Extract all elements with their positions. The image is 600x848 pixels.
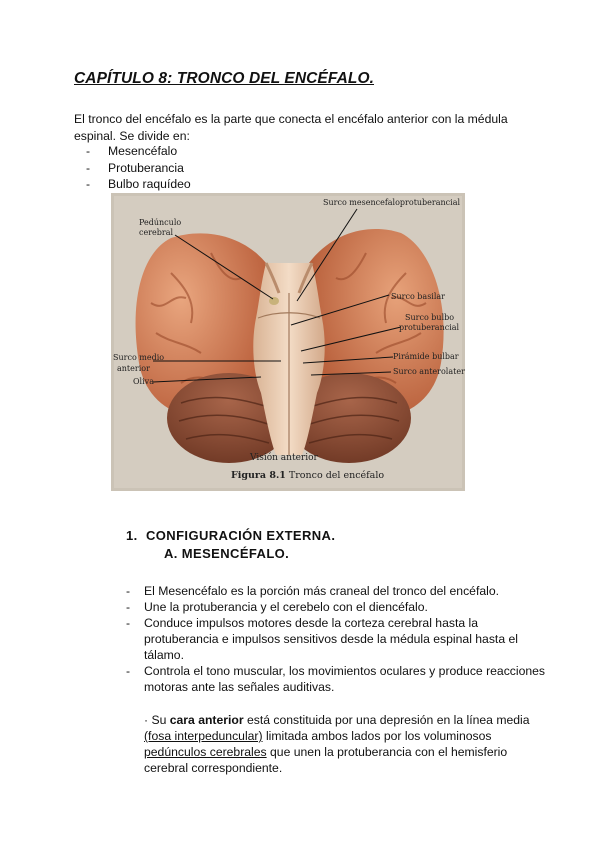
caption-fig-number: Figura 8.1 [231, 470, 286, 481]
para-underlined-term: (fosa interpeduncular) [144, 729, 263, 743]
label-pedunculo-2: cerebral [139, 228, 174, 237]
division-list [86, 143, 191, 193]
label-surco-medio-2: anterior [117, 364, 150, 373]
label-surco-medio-1: Surco medio [113, 353, 165, 362]
label-oliva: Oliva [133, 377, 154, 386]
list-item: - Protuberancia [86, 160, 191, 177]
cara-anterior-paragraph [144, 712, 544, 776]
para-text: está constituida por una depresión en la línea media [243, 713, 530, 727]
label-surco-bulbo-1: Surco bulbo [405, 313, 455, 322]
para-text: limitada ambos lados por los voluminosos [262, 729, 492, 743]
label-pedunculo-1: Pedúnculo [139, 218, 182, 227]
list-item: - Bulbo raquídeo [86, 176, 191, 193]
list-item: - Une la protuberancia y el cerebelo con el diencéfalo. [126, 599, 546, 615]
caption-view: Visión anterior [250, 453, 318, 463]
para-bold-term: cara anterior [169, 713, 244, 727]
figure-caption [231, 470, 384, 481]
list-item: - Conduce impulsos motores desde la corteza cerebral hasta la protuberancia e impulsos sensitivos desde la médula espinal hasta el tálamo. [126, 615, 546, 663]
list-item: - Controla el tono muscular, los movimientos oculares y produce reacciones motoras ante las señales auditivas. [126, 663, 546, 695]
label-surco-mesencefalo: Surco mesencefaloprotuberancial [323, 198, 461, 207]
subsection-heading: A. MESENCÉFALO. [164, 546, 290, 561]
chapter-title: CAPÍTULO 8: TRONCO DEL ENCÉFALO. [74, 70, 375, 87]
section-title: CONFIGURACIÓN EXTERNA. [146, 528, 336, 543]
label-piramide: Pirámide bulbar [393, 352, 459, 361]
para-lead: · Su [144, 713, 170, 727]
mesencefalo-list [126, 583, 546, 695]
label-surco-bulbo-2: protuberancial [399, 323, 460, 332]
section-number: 1. [126, 528, 138, 543]
brainstem-figure [111, 193, 465, 491]
para-text: que unen la protuberancia con el hemisferio cerebral correspondiente. [144, 745, 508, 775]
list-item: - El Mesencéfalo es la porción más craneal del tronco del encéfalo. [126, 583, 546, 599]
list-item: - Mesencéfalo [86, 143, 191, 160]
label-surco-basilar: Surco basilar [391, 292, 446, 301]
brainstem-illustration [111, 193, 465, 491]
intro-paragraph: El tronco del encéfalo es la parte que conecta el encéfalo anterior con la médula espinal. Se divide en: [74, 112, 508, 143]
label-surco-anterolateral: Surco anterolateral [393, 367, 465, 376]
section-heading [126, 528, 335, 543]
caption-fig-text: Tronco del encéfalo [285, 470, 385, 481]
para-underlined-term: pedúnculos cerebrales [144, 745, 267, 759]
